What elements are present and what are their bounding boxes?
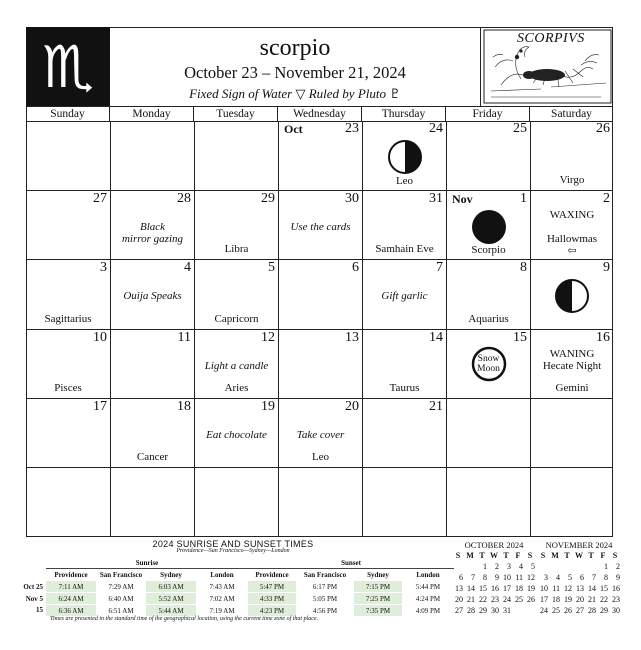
mini-day: 18 (515, 584, 523, 593)
day-number: 21 (429, 399, 443, 414)
sunset-time: 4:56 PM (296, 605, 354, 617)
day-cell-24 (362, 121, 446, 191)
sunset-time: 4:33 PM (248, 593, 296, 605)
day-note: Leo (311, 451, 330, 463)
sunset-time: 7:35 PM (354, 605, 402, 617)
empty-day-cell (530, 468, 613, 537)
mini-day-header: M (466, 551, 474, 560)
day-cell-18 (110, 399, 194, 468)
sunrise-time: 7:29 AM (96, 581, 146, 593)
sun-times-row (22, 605, 454, 617)
day-cell-6 (278, 260, 362, 330)
mini-day: 29 (600, 606, 608, 615)
mini-day (561, 561, 573, 572)
mini-day: 5 (531, 562, 535, 571)
day-number: 30 (345, 190, 359, 206)
sign-name: scorpio (259, 35, 331, 61)
day-cell-2 (530, 191, 613, 261)
mini-day: 6 (459, 573, 463, 582)
day-number: 7 (436, 260, 443, 275)
mini-day: 13 (455, 584, 463, 593)
day-cell-27 (26, 191, 110, 261)
day-note: Aries (224, 382, 249, 394)
day-number: 20 (345, 399, 359, 414)
mini-day-header: W (490, 551, 498, 560)
sunrise-time: 6:51 AM (96, 605, 146, 617)
day-note: Ouija Speaks (123, 290, 182, 302)
day-cell-19 (194, 399, 278, 468)
mini-day: 28 (467, 606, 475, 615)
sunrise-time: 5:44 AM (146, 605, 196, 617)
mini-day: 17 (540, 595, 548, 604)
mini-day: 13 (576, 584, 584, 593)
day-note: Sagittarius (44, 312, 92, 325)
row-date: 15 (36, 606, 43, 615)
mini-day (512, 605, 524, 616)
day-number: 17 (93, 399, 107, 414)
day-number: 13 (345, 329, 359, 345)
mini-day: 11 (552, 584, 560, 593)
empty-day-cell (446, 468, 530, 537)
day-cell-21 (362, 399, 446, 468)
day-number: 18 (177, 399, 191, 414)
day-number: 16 (596, 329, 610, 345)
empty-day-cell (110, 121, 194, 191)
weekday-friday: Friday (445, 107, 529, 121)
day-cell-oct-23 (278, 121, 362, 191)
day-cell-8 (446, 260, 530, 330)
mini-calendar-grid (537, 550, 621, 616)
mini-day: 24 (503, 595, 511, 604)
day-note: Gift garlic (381, 290, 428, 302)
mini-day: 26 (564, 606, 572, 615)
day-number: 28 (177, 190, 191, 206)
sunset-time: 5:47 PM (248, 581, 296, 593)
day-cell-nov-1 (446, 191, 530, 261)
mini-calendar-november (537, 540, 621, 616)
city-header: San Francisco (99, 570, 143, 579)
city-header: Sydney (367, 570, 389, 579)
mini-day: 4 (519, 562, 523, 571)
sunset-time: 5:05 PM (296, 593, 354, 605)
sun-times-subtitle: Providence—San Francisco—Sydney—London (176, 548, 290, 554)
day-cell-28 (110, 191, 194, 261)
city-header: Providence (54, 570, 88, 579)
day-note: Virgo (559, 173, 585, 186)
day-cell-30 (278, 191, 362, 261)
weekday-thursday: Thursday (361, 107, 445, 121)
mini-day: 20 (455, 595, 463, 604)
sunset-time: 6:17 PM (296, 581, 354, 593)
day-number: 6 (352, 260, 359, 275)
blank-cell (22, 569, 46, 581)
day-note: Hallowmas (546, 232, 598, 245)
day-number: 10 (93, 329, 107, 345)
mini-day: 10 (540, 584, 548, 593)
empty-day-cell (278, 468, 362, 537)
day-note: WAXING (549, 208, 595, 221)
mini-day: 9 (616, 573, 620, 582)
mini-day: 9 (495, 573, 499, 582)
city-header: London (210, 570, 234, 579)
day-number: 12 (261, 329, 275, 345)
day-number: 2 (603, 190, 610, 206)
mini-day: 17 (503, 584, 511, 593)
day-number: 4 (184, 260, 191, 275)
sunrise-group-header: Sunrise (46, 557, 248, 569)
row-date: Nov 5 (25, 594, 43, 603)
sunrise-time: 7:11 AM (46, 581, 96, 593)
city-header: San Francisco (303, 570, 347, 579)
mini-day: 18 (552, 595, 560, 604)
mini-day: 2 (495, 562, 499, 571)
sunrise-time: 6:40 AM (96, 593, 146, 605)
day-note: Samhain Eve (375, 243, 434, 255)
mini-day: 30 (491, 606, 499, 615)
mini-day: 7 (471, 573, 475, 582)
mini-day: 3 (507, 562, 511, 571)
sunrise-time: 6:03 AM (146, 581, 196, 593)
day-cell-26 (530, 121, 613, 191)
day-note: WANING (549, 347, 595, 360)
last-quarter-moon-icon (554, 278, 590, 319)
day-number: 27 (93, 190, 107, 206)
day-note: Libra (224, 243, 249, 255)
full-moon-icon (471, 346, 507, 387)
mini-day: 23 (612, 595, 620, 604)
mini-day: 12 (527, 573, 535, 582)
mini-day: 15 (600, 584, 608, 593)
day-note: Scorpio (471, 244, 506, 256)
mini-day: 22 (479, 595, 487, 604)
day-number: 5 (268, 260, 275, 275)
mini-day: 21 (467, 595, 475, 604)
mini-calendar-grid (452, 550, 536, 616)
moon-name-label: Snow (477, 353, 500, 364)
city-header: Providence (255, 570, 289, 579)
mini-day: 14 (588, 584, 596, 593)
weekday-header (26, 106, 613, 122)
mini-day: 30 (612, 606, 620, 615)
mini-day: 15 (479, 584, 487, 593)
mini-day: 8 (604, 573, 608, 582)
mini-day: 28 (588, 606, 596, 615)
day-note: Light a candle (204, 359, 269, 372)
day-number: 29 (261, 190, 275, 206)
day-cell-20 (278, 399, 362, 468)
day-cell-17 (26, 399, 110, 468)
mini-day (464, 561, 476, 572)
zodiac-glyph: ♏ (42, 32, 94, 101)
scorpius-illustration (480, 27, 613, 106)
sun-times-footnote: Times are presented in the standard time of the geographical location, using the current time zone of that place. (50, 616, 319, 622)
day-note: Aquarius (468, 312, 509, 325)
mini-day: 3 (544, 573, 548, 582)
day-cell-13 (278, 330, 362, 400)
sunset-time: 7:15 PM (354, 581, 402, 593)
empty-day-cell (26, 468, 110, 537)
sunrise-time: 6:36 AM (46, 605, 96, 617)
mini-day: 27 (455, 606, 463, 615)
mini-day: 16 (491, 584, 499, 593)
day-cell-12 (194, 330, 278, 400)
day-number: 1 (520, 190, 527, 206)
day-number: 25 (513, 121, 527, 136)
weekday-tuesday: Tuesday (193, 107, 277, 121)
mini-day (452, 561, 464, 572)
day-note: Pisces (54, 382, 82, 394)
mini-day: 24 (540, 606, 548, 615)
mini-day: 20 (576, 595, 584, 604)
day-number: 14 (429, 329, 443, 345)
day-note: Eat chocolate (206, 429, 267, 441)
mini-day: 4 (556, 573, 560, 582)
day-cell-25 (446, 121, 530, 191)
day-note: mirror gazing (121, 232, 184, 245)
weekday-wednesday: Wednesday (277, 107, 361, 121)
mini-calendar-title: OCTOBER 2024 (464, 540, 524, 550)
sun-times-table (22, 557, 454, 616)
sunset-time: 4:09 PM (402, 605, 454, 617)
mini-day: 19 (564, 595, 572, 604)
day-cell-14 (362, 330, 446, 400)
moon-name-label: Moon (477, 363, 500, 374)
day-number: 31 (429, 190, 443, 206)
scorpio-glyph-icon (26, 27, 110, 106)
day-number: 8 (520, 260, 527, 275)
city-header: London (416, 570, 440, 579)
day-number: 9 (603, 260, 610, 275)
day-cell-7 (362, 260, 446, 330)
day-note: Capricorn (214, 312, 259, 325)
date-range: October 23 – November 21, 2024 (184, 63, 406, 82)
empty-day-cell (362, 468, 446, 537)
day-note: Leo (395, 174, 414, 187)
day-cell-10 (26, 330, 110, 400)
day-note: Taurus (389, 382, 420, 394)
day-cell-4 (110, 260, 194, 330)
mini-day: 5 (568, 573, 572, 582)
sign-subtitle: Fixed Sign of Water ▽ Ruled by Pluto ♇ (189, 86, 401, 101)
mini-day (537, 561, 549, 572)
title-area (110, 27, 480, 106)
sunrise-time: 5:52 AM (146, 593, 196, 605)
mini-calendar-title: NOVEMBER 2024 (545, 540, 613, 550)
day-note: Take cover (296, 429, 345, 441)
mini-day: 27 (576, 606, 584, 615)
mini-day (524, 605, 536, 616)
day-note: Cancer (136, 451, 169, 463)
day-note: Use the cards (290, 220, 351, 233)
mini-day: 16 (612, 584, 620, 593)
day-note: Hecate Night (542, 359, 602, 372)
mini-day (573, 561, 585, 572)
mini-day: 10 (503, 573, 511, 582)
mini-day: 29 (479, 606, 487, 615)
mini-day: 25 (515, 595, 523, 604)
empty-day-cell (26, 121, 110, 191)
mini-calendar-october (452, 540, 536, 616)
day-cell-31 (362, 191, 446, 261)
mini-day: 19 (527, 584, 535, 593)
day-cell-29 (194, 191, 278, 261)
sunset-time: 7:25 PM (354, 593, 402, 605)
mini-day: 1 (604, 562, 608, 571)
empty-day-cell (194, 468, 278, 537)
month-label: Oct (284, 122, 303, 136)
mini-day: 2 (616, 562, 620, 571)
day-cell-5 (194, 260, 278, 330)
mini-day-header: S (540, 551, 546, 560)
empty-day-cell (110, 468, 194, 537)
mini-day: 21 (588, 595, 596, 604)
sun-times-title: 2024 SUNRISE AND SUNSET TIMES (152, 539, 314, 549)
mini-day-header: F (515, 551, 521, 560)
sunset-time: 5:44 PM (402, 581, 454, 593)
mini-day-header: T (588, 551, 594, 560)
sunrise-time: 7:43 AM (196, 581, 248, 593)
day-cell-11 (110, 330, 194, 400)
mini-day (585, 561, 597, 572)
sun-times-row (22, 581, 454, 593)
mini-day-header: W (575, 551, 583, 560)
sunrise-time: 7:02 AM (196, 593, 248, 605)
mini-day: 14 (467, 584, 475, 593)
mini-day-header: T (503, 551, 509, 560)
mini-day: 11 (515, 573, 523, 582)
day-cell-15 (446, 330, 530, 400)
mini-day-header: S (612, 551, 618, 560)
day-note: Black (139, 220, 166, 233)
day-note: ⇦ (567, 244, 577, 257)
mini-day: 8 (483, 573, 487, 582)
empty-day-cell (446, 399, 530, 468)
mini-day (549, 561, 561, 572)
mini-day-header: T (564, 551, 570, 560)
day-number: 26 (596, 121, 610, 136)
weekday-monday: Monday (109, 107, 193, 121)
weekday-saturday: Saturday (529, 107, 613, 121)
mini-day: 26 (527, 595, 535, 604)
mini-day: 12 (564, 584, 572, 593)
sunset-time: 4:23 PM (248, 605, 296, 617)
mini-day-header: S (455, 551, 461, 560)
mini-day: 1 (483, 562, 487, 571)
empty-day-cell (194, 121, 278, 191)
city-header: Sydney (160, 570, 182, 579)
illustration-label: SCORPIVS (517, 31, 585, 46)
mini-day-header: M (551, 551, 559, 560)
mini-day-header: T (479, 551, 485, 560)
day-number: 11 (177, 329, 191, 345)
mini-day: 7 (592, 573, 596, 582)
sunrise-time: 6:24 AM (46, 593, 96, 605)
month-grid (26, 121, 613, 537)
day-note: Gemini (555, 382, 589, 394)
day-number: 19 (261, 399, 275, 414)
mini-day: 23 (491, 595, 499, 604)
day-cell-16 (530, 330, 613, 400)
sun-times-row (22, 593, 454, 605)
mini-day: 6 (580, 573, 584, 582)
empty-day-cell (530, 399, 613, 468)
day-cell-9 (530, 260, 613, 330)
mini-day: 31 (503, 606, 511, 615)
mini-day-header: F (600, 551, 606, 560)
weekday-sunday: Sunday (50, 108, 85, 120)
month-label: Nov (452, 191, 473, 206)
row-date: Oct 25 (23, 582, 43, 591)
day-number: 24 (429, 121, 443, 136)
day-cell-3 (26, 260, 110, 330)
sunset-time: 4:24 PM (402, 593, 454, 605)
day-number: 23 (345, 121, 359, 136)
mini-day: 25 (552, 606, 560, 615)
day-number: 3 (100, 260, 107, 275)
day-number: 15 (513, 329, 527, 345)
sunset-group-header: Sunset (248, 557, 454, 569)
sunrise-time: 7:19 AM (196, 605, 248, 617)
mini-day: 22 (600, 595, 608, 604)
city-header-row (22, 569, 454, 581)
mini-day-header: S (527, 551, 533, 560)
